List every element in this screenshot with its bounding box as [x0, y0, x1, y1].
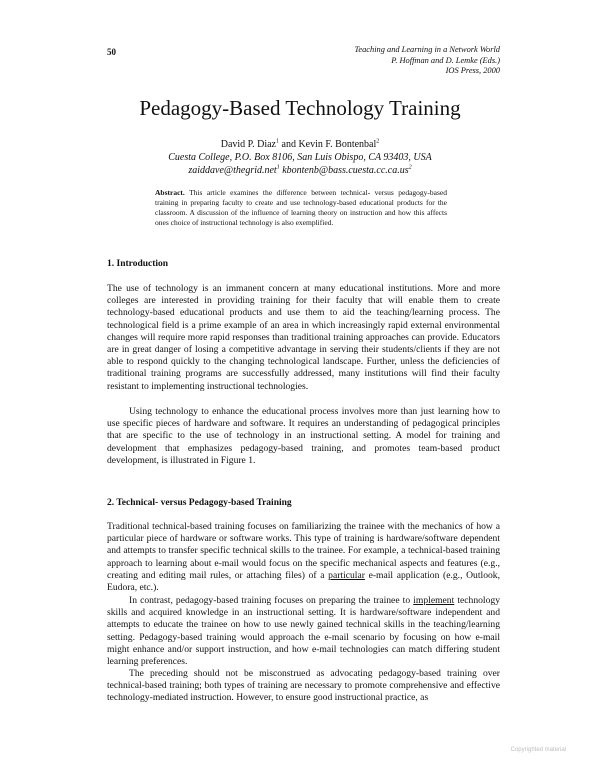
- journal-title: Teaching and Learning in a Network World: [354, 45, 500, 54]
- journal-publisher: IOS Press, 2000: [445, 66, 500, 75]
- section-2-paragraph-1: [107, 521, 500, 594]
- author-2-sup: 2: [376, 138, 380, 145]
- section-1-heading: 1. Introduction: [107, 259, 169, 269]
- abstract: [155, 188, 447, 228]
- author-block: [0, 138, 600, 177]
- author-conjunction: and: [281, 139, 296, 150]
- section-2-paragraph-3: The preceding should not be misconstrued as advocating pedagogy-based training over technical-based training; both types of training are necessary to promote comprehensive and effective technology-mediated instruction. However, to ensure good instructional practice, as: [107, 668, 500, 704]
- affiliation: Cuesta College, P.O. Box 8106, San Luis Obispo, CA 93403, USA: [168, 152, 432, 163]
- section-2-paragraph-1-text: Traditional technical-based training focuses on familiarizing the trainee with the mechanics of how a particular piece of hardware or software works. This type of training is hardware/software dependent and attempts to transfer specific technical skills to the trainee. For example, a technical-based training approach to learning about e-mail would focus on the specific mechanical aspects and features (e.g., creating and editing mail rules, or attaching files) of a: [107, 521, 500, 581]
- section-2-paragraph-2-tail: technology skills and acquired knowledge in an instructional setting. It is hardware/software independent and attempts to educate the trainee on how to use newly gained technical skills in the teaching/learning setting. Pedagogy-based training would approach the e-mail scenario by focusing on how e-mail might enhance and/or support instruction, and how e-mail technologies can match differing student learning preferences.: [107, 595, 500, 668]
- author-1: David P. Diaz: [220, 139, 276, 150]
- abstract-text: This article examines the difference between technical- versus pedagogy-based training in preparing faculty to create and use technology-based educational products for the classroom. A discussion of the influence of learning theory on instruction and how this affects ones choice of instructional technology is also exemplified.: [155, 188, 447, 227]
- section-2-paragraph-1-tail: e-mail application (e.g., Outlook, Eudora, etc.).: [107, 569, 500, 594]
- email-2: kbontenb@bass.cuesta.cc.ca.us: [282, 165, 409, 176]
- section-2-heading: 2. Technical- versus Pedagogy-based Training: [107, 498, 292, 508]
- running-header: [355, 45, 500, 77]
- section-2-paragraph-2: [107, 595, 500, 668]
- author-emails: [0, 164, 600, 177]
- journal-editors: P. Hoffman and D. Lemke (Eds.): [391, 55, 500, 65]
- section-2-paragraph-2-text: In contrast, pedagogy-based training focuses on preparing the trainee to: [129, 595, 411, 606]
- section-1-paragraph-2: Using technology to enhance the educational process involves more than just learning how to use specific pieces of hardware and software. It requires an understanding of pedagogical principles that are specific to the use of technology in an instructional setting. A model for training and development that emphasizes pedagogy-based training, and promotes team-based product development, is illustrated in Figure 1.: [107, 406, 500, 466]
- paper-title: Pedagogy-Based Technology Training: [139, 96, 461, 120]
- author-names: [0, 138, 600, 151]
- author-1-sup: 1: [276, 138, 279, 145]
- author-2: Kevin F. Bontenbal: [298, 139, 377, 150]
- email-2-sup: 2: [408, 164, 412, 171]
- emphasis-implement: implement: [413, 595, 455, 606]
- email-1: zaiddave@thegrid.net: [188, 165, 277, 176]
- email-1-sup: 1: [276, 164, 280, 171]
- section-1-paragraph-1: The use of technology is an immanent concern at many educational institutions. More and more colleges are interested in providing training for their faculty that will enable them to create technology-based educational products and use them to aid the teaching/learning process. The technological field is a prime example of an area in which increasingly rapid external environmental changes will require more rapid responses than traditional training approaches can provide. Educators are in great danger of losing a competitive advantage in serving their students/clients if they are not able to respond quickly to the changing technological landscape. Further, unless the deficiencies of traditional training programs are successfully addressed, many institutions will find their faculty resistant to implementing instructional technologies.: [107, 283, 500, 392]
- copyright-watermark: Copyrighted material: [510, 747, 566, 753]
- abstract-label: Abstract.: [155, 188, 185, 197]
- page-number: 50: [107, 47, 116, 57]
- emphasis-particular: particular: [328, 569, 365, 581]
